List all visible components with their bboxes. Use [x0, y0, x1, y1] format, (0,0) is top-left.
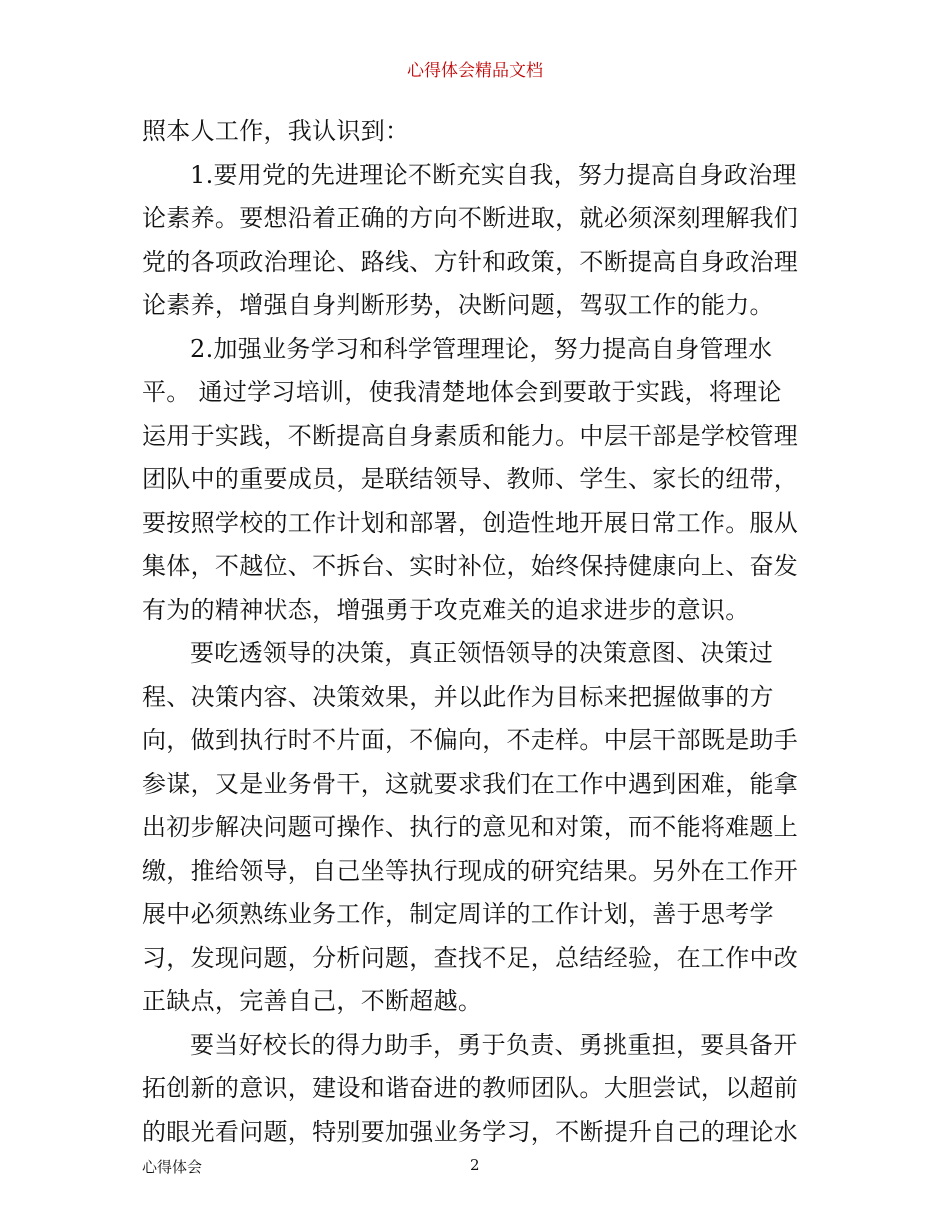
body-line: 2.加强业务学习和科学管理理论，努力提高自身管理水: [190, 334, 773, 363]
body-line: 1.要用党的先进理论不断充实自我，努力提高自身政治理: [190, 160, 797, 189]
body-line: 程、决策内容、决策效果，并以此作为目标来把握做事的方: [142, 682, 774, 711]
footer-left-text: 心得体会: [142, 1158, 203, 1176]
body-line: 拓创新的意识，建设和谐奋进的教师团队。大胆尝试，以超前: [142, 1074, 799, 1102]
body-line: 论素养，增强自身判断形势，决断问题，驾驭工作的能力。: [142, 291, 774, 319]
body-line: 论素养。要想沿着正确的方向不断进取，就必须深刻理解我们: [142, 204, 799, 232]
document-body: [142, 110, 814, 1154]
body-line: 正缺点，完善自己，不断超越。: [142, 987, 483, 1015]
page-number: 2: [470, 1156, 480, 1174]
body-line: 展中必须熟练业务工作，制定周详的工作计划，善于思考学: [142, 900, 774, 928]
body-line: 照本人工作，我认识到：: [142, 117, 410, 145]
body-line: 要按照学校的工作计划和部署，创造性地开展日常工作。服从: [142, 508, 799, 537]
body-line: 参谋，又是业务骨干，这就要求我们在工作中遇到困难，能拿: [142, 769, 799, 798]
body-line: 向，做到执行时不片面，不偏向，不走样。中层干部既是助手: [142, 726, 799, 754]
body-line: 党的各项政治理论、路线、方针和政策，不断提高自身政治理: [142, 247, 799, 276]
document-header-title: 心得体会精品文档: [407, 61, 543, 81]
body-line: 的眼光看问题，特别要加强业务学习，不断提升自己的理论水: [142, 1117, 799, 1146]
body-line: 集体，不越位、不拆台、实时补位，始终保持健康向上、奋发: [142, 552, 799, 580]
body-line: 运用于实践，不断提高自身素质和能力。中层干部是学校管理: [142, 421, 799, 450]
body-line: 平。 通过学习培训，使我清楚地体会到要敢于实践，将理论: [142, 378, 782, 406]
body-line: 有为的精神状态，增强勇于攻克难关的追求进步的意识。: [142, 595, 750, 624]
body-line: 团队中的重要成员，是联结领导、教师、学生、家长的纽带，: [142, 465, 799, 493]
body-line: 习，发现问题，分析问题，查找不足，总结经验，在工作中改: [142, 943, 799, 972]
body-line: 要吃透领导的决策，真正领悟领导的决策意图、决策过: [190, 639, 774, 667]
body-line: 缴，推给领导，自己坐等执行现成的研究结果。另外在工作开: [142, 856, 799, 885]
body-line: 要当好校长的得力助手，勇于负责、勇挑重担，要具备开: [190, 1030, 798, 1059]
body-line: 出初步解决问题可操作、执行的意见和对策，而不能将难题上: [142, 813, 799, 841]
